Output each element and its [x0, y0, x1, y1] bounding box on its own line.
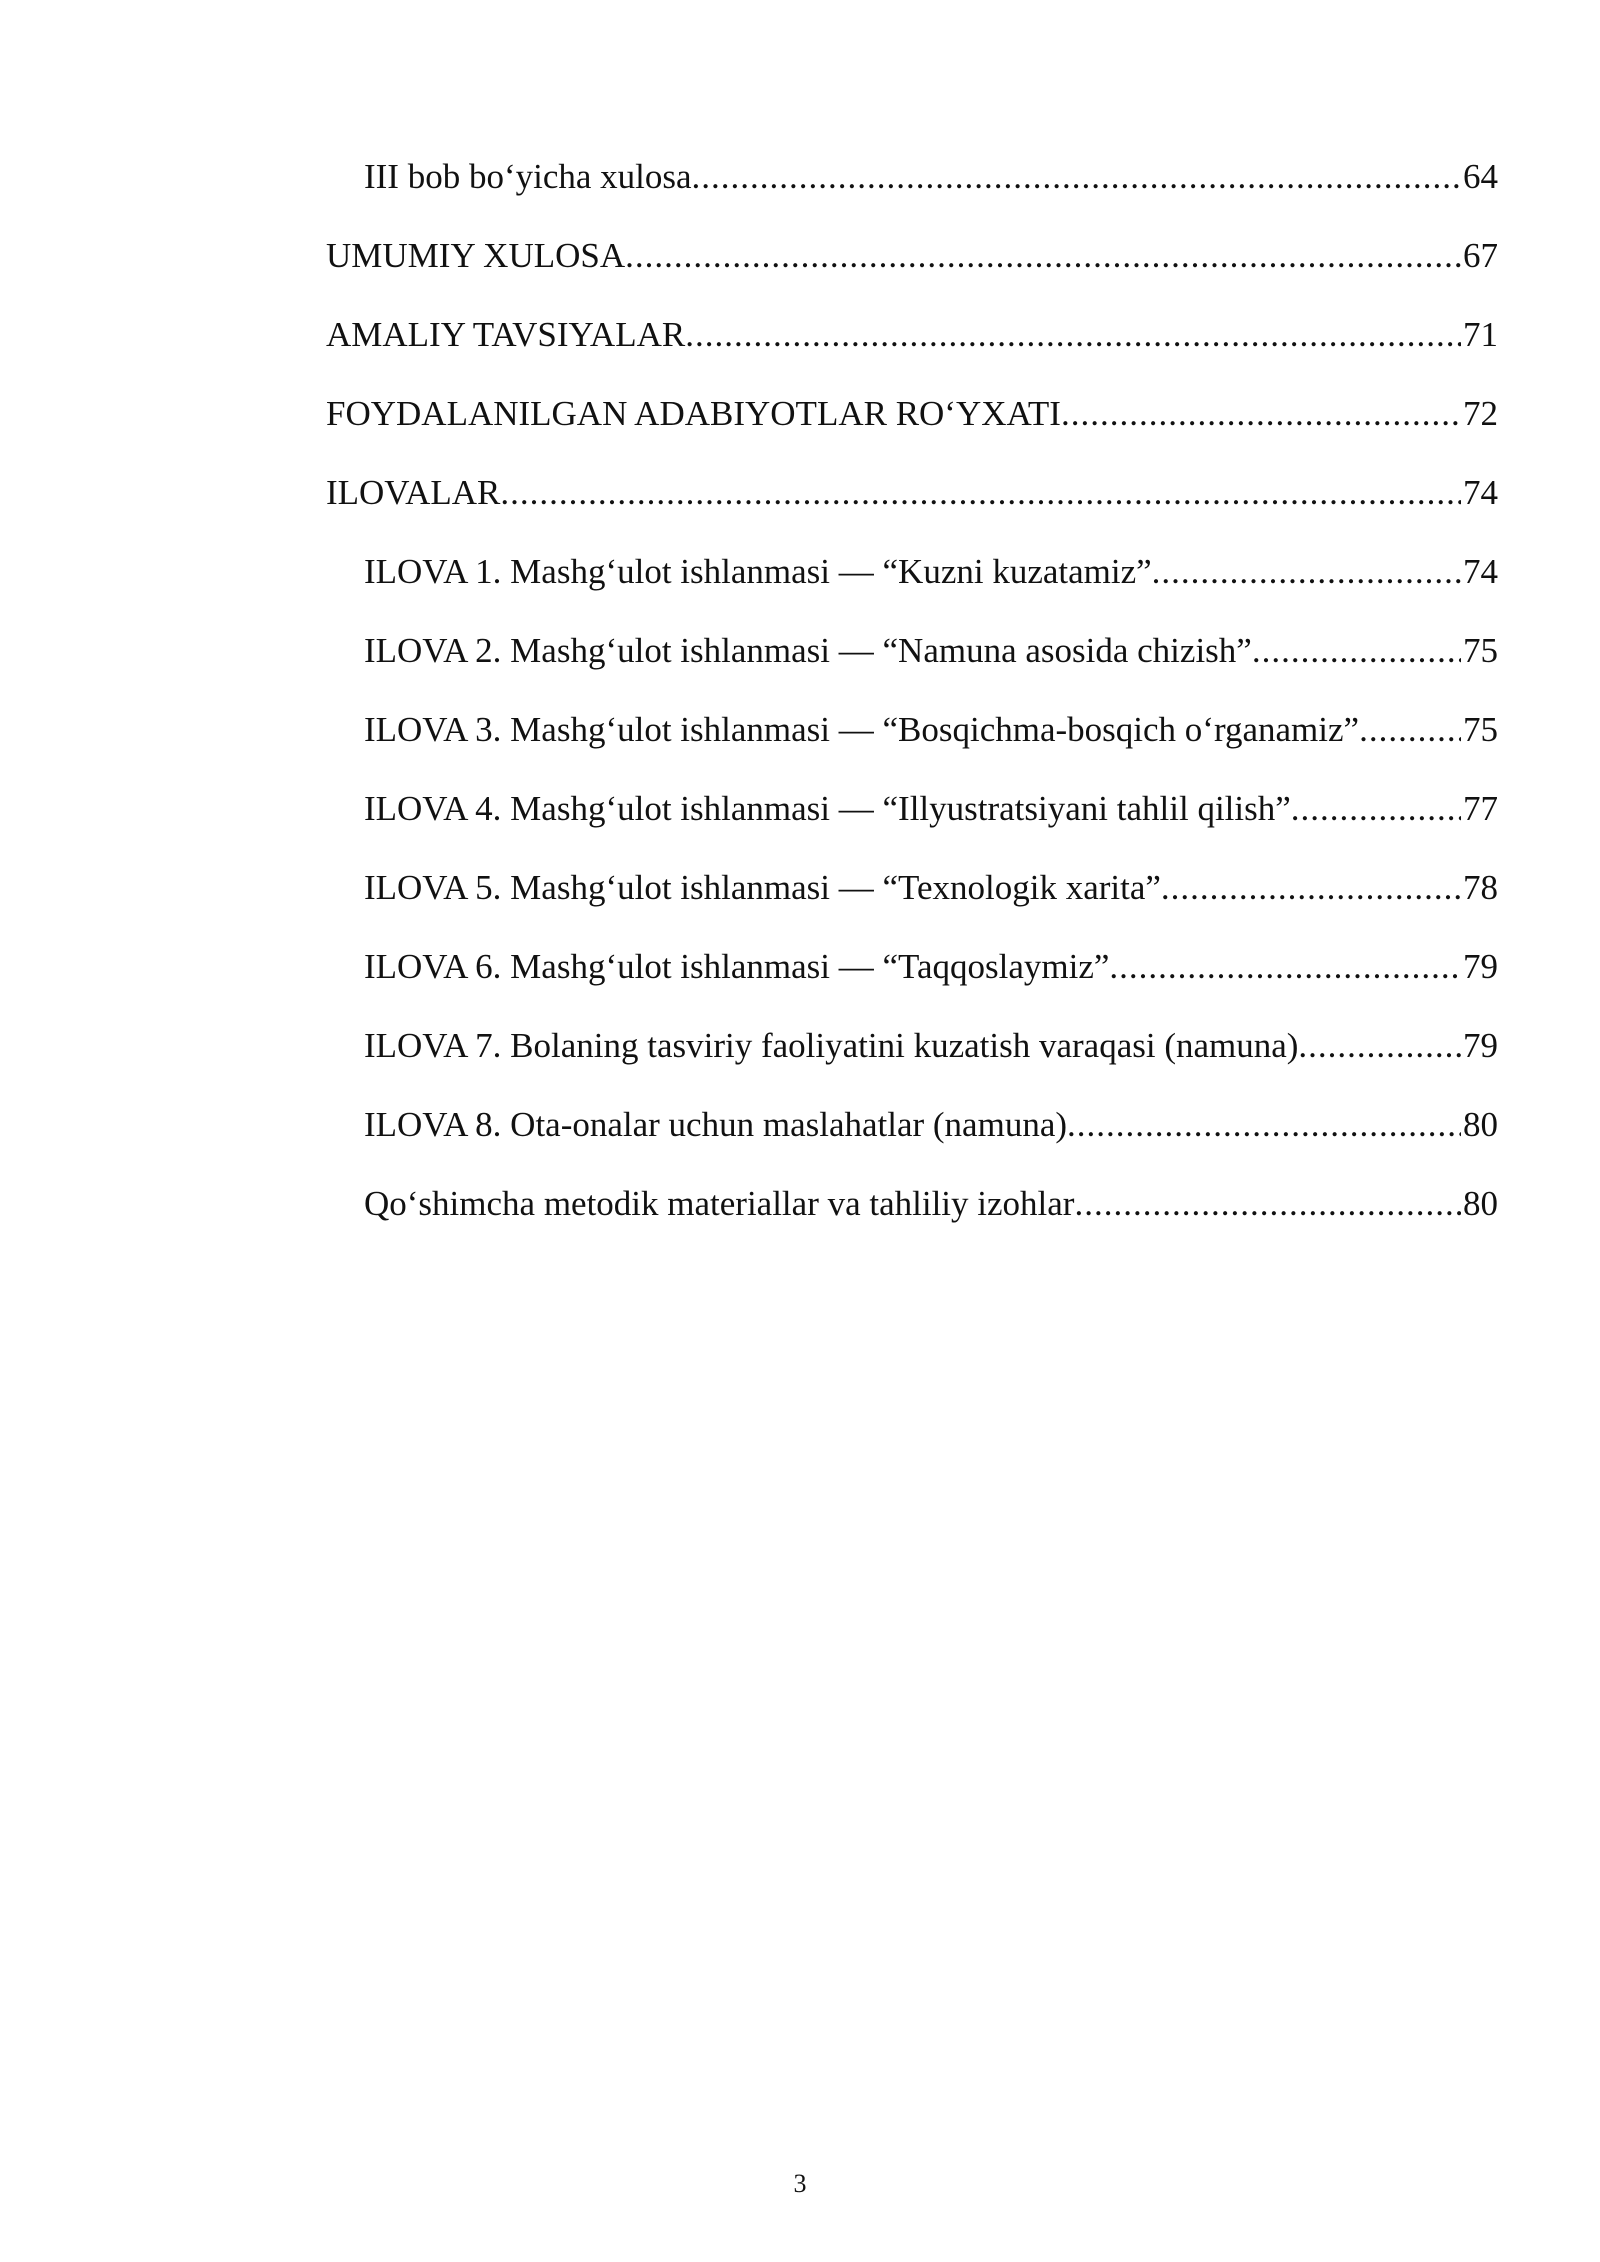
toc-entry-title: ILOVA 4. Mashg‘ulot ishlanmasi — “Illyustratsiyani tahlil qilish”	[364, 789, 1291, 828]
toc-entry-page: 64	[1463, 157, 1498, 196]
toc-entry-title: ILOVA 6. Mashg‘ulot ishlanmasi — “Taqqoslaymiz”	[364, 947, 1110, 986]
toc-entry-ilova-4[interactable]	[326, 779, 1498, 858]
toc-entry-page: 75	[1463, 710, 1498, 749]
toc-entry-page: 79	[1463, 1026, 1498, 1065]
toc-entry-amaliy-tavsiyalar[interactable]	[326, 305, 1498, 384]
toc-entry-title: III bob bo‘yicha xulosa	[364, 157, 692, 196]
toc-entry-ilova-6[interactable]	[326, 937, 1498, 1016]
toc-entry-title: ILOVALAR	[326, 473, 501, 512]
toc-entry-title: ILOVA 7. Bolaning tasviriy faoliyatini kuzatish varaqasi (namuna)	[364, 1026, 1299, 1065]
toc-entry-ilovalar[interactable]	[326, 463, 1498, 542]
toc-dot-leader	[692, 147, 1461, 207]
toc-dot-leader	[1359, 700, 1461, 760]
toc-entry-umumiy-xulosa[interactable]	[326, 226, 1498, 305]
toc-dot-leader	[1298, 1016, 1461, 1076]
toc-entry-title: Qo‘shimcha metodik materiallar va tahliliy izohlar	[364, 1184, 1075, 1223]
toc-entry-page: 77	[1463, 789, 1498, 828]
toc-dot-leader	[1074, 1174, 1461, 1234]
toc-entry-title: FOYDALANILGAN ADABIYOTLAR RO‘YXATI	[326, 394, 1061, 433]
toc-entry-title: ILOVA 2. Mashg‘ulot ishlanmasi — “Namuna asosida chizish”	[364, 631, 1252, 670]
toc-dot-leader	[1291, 779, 1461, 839]
toc-entry-page: 80	[1463, 1184, 1498, 1223]
toc-entry-title: ILOVA 5. Mashg‘ulot ishlanmasi — “Texnologik xarita”	[364, 868, 1161, 907]
toc-entry-page: 72	[1463, 394, 1498, 433]
toc-dot-leader	[1161, 858, 1461, 918]
toc-entry-page: 71	[1463, 315, 1498, 354]
toc-entry-page: 67	[1463, 236, 1498, 275]
toc-dot-leader	[625, 226, 1461, 286]
toc-dot-leader	[1067, 1095, 1461, 1155]
toc-entry-page: 74	[1463, 552, 1498, 591]
toc-entry-page: 80	[1463, 1105, 1498, 1144]
toc-dot-leader	[1152, 542, 1461, 602]
toc-entry-ilova-1[interactable]	[326, 542, 1498, 621]
toc-entry-iii-bob-xulosa[interactable]	[326, 147, 1498, 226]
toc-dot-leader	[1061, 384, 1461, 444]
toc-entry-qoshimcha-materiallar[interactable]	[326, 1174, 1498, 1253]
toc-entry-title: ILOVA 3. Mashg‘ulot ishlanmasi — “Bosqichma-bosqich o‘rganamiz”	[364, 710, 1360, 749]
toc-entry-ilova-2[interactable]	[326, 621, 1498, 700]
toc-entry-title: UMUMIY XULOSA	[326, 236, 626, 275]
toc-entry-page: 74	[1463, 473, 1498, 512]
table-of-contents	[326, 147, 1498, 1253]
toc-entry-adabiyotlar[interactable]	[326, 384, 1498, 463]
toc-entry-page: 79	[1463, 947, 1498, 986]
toc-entry-ilova-7[interactable]	[326, 1016, 1498, 1095]
toc-entry-ilova-8[interactable]	[326, 1095, 1498, 1174]
toc-entry-title: ILOVA 8. Ota-onalar uchun maslahatlar (namuna)	[364, 1105, 1068, 1144]
toc-entry-title: AMALIY TAVSIYALAR	[326, 315, 686, 354]
toc-entry-title: ILOVA 1. Mashg‘ulot ishlanmasi — “Kuzni kuzatamiz”	[364, 552, 1152, 591]
toc-dot-leader	[1252, 621, 1461, 681]
toc-dot-leader	[1109, 937, 1461, 997]
toc-entry-page: 75	[1463, 631, 1498, 670]
toc-dot-leader	[685, 305, 1461, 365]
toc-entry-page: 78	[1463, 868, 1498, 907]
toc-entry-ilova-5[interactable]	[326, 858, 1498, 937]
toc-entry-ilova-3[interactable]	[326, 700, 1498, 779]
toc-dot-leader	[500, 463, 1461, 523]
page-number: 3	[793, 2169, 807, 2198]
